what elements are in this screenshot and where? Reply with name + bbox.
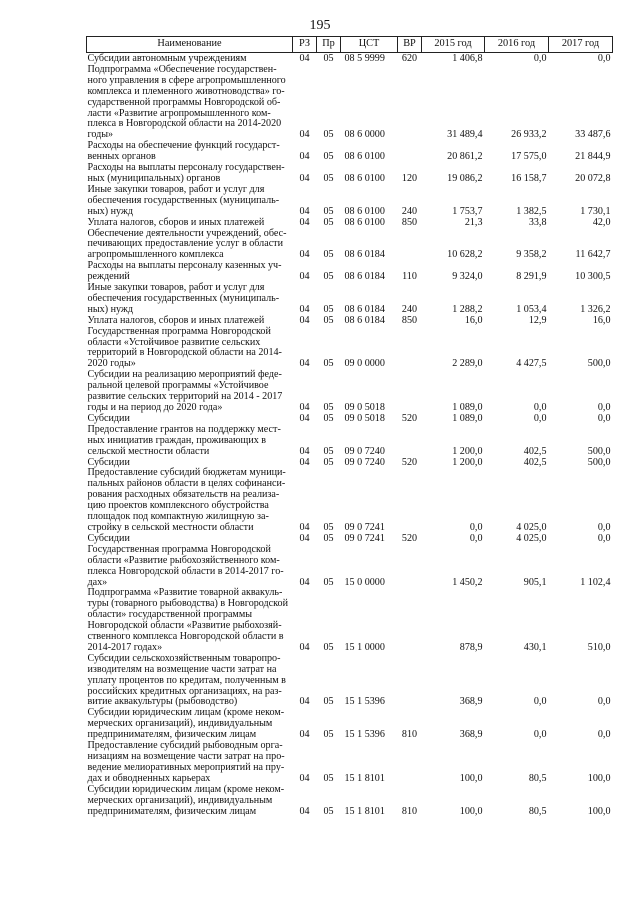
- row-vr-cell: 810: [401, 729, 418, 741]
- row-rz-cell: 04: [299, 216, 310, 228]
- row-cst-cell: 08 6 0184: [344, 249, 385, 261]
- row-2015-cell: 9 324,0: [452, 271, 483, 283]
- row-name-cell: Иные закупки товаров, работ и услуг для обеспечения государственных (муниципальных) нужд: [87, 183, 280, 217]
- row-pr-cell: 05: [323, 358, 334, 370]
- row-pr-cell: 05: [323, 129, 334, 141]
- row-rz-cell: 04: [299, 456, 310, 468]
- row-pr-cell: 05: [323, 172, 334, 184]
- row-pr-cell: 05: [323, 772, 334, 784]
- row-name-cell: Субсидии: [87, 456, 130, 468]
- row-2017-cell: 500,0: [587, 456, 611, 468]
- row-vr-cell: [398, 327, 422, 371]
- budget-table: [86, 36, 613, 817]
- row-rz-cell: 04: [299, 696, 310, 708]
- header-2015: 2015 год: [422, 37, 485, 53]
- table-row: [87, 261, 613, 283]
- row-rz-cell: 04: [299, 729, 310, 741]
- row-vr-cell: [398, 141, 422, 163]
- table-row: [87, 185, 613, 218]
- row-2015-cell: 1 200,0: [452, 456, 483, 468]
- row-rz-cell: 04: [299, 129, 310, 141]
- row-2016-cell: 1 053,4: [516, 303, 547, 315]
- row-rz-cell: 04: [299, 151, 310, 163]
- table-row: [87, 468, 613, 533]
- row-2017-cell: 21 844,9: [575, 151, 611, 163]
- table-row: [87, 141, 613, 163]
- row-name-cell: Предоставление субсидий рыбоводным организациям на возмещение части затрат на проведение мелиоративных мероприятий на прудах и обводненных карьерах: [87, 740, 285, 784]
- row-2015-cell: 1 753,7: [452, 205, 483, 217]
- row-2016-cell: 0,0: [533, 729, 547, 741]
- row-cst-cell: 09 0 7241: [344, 521, 385, 533]
- row-vr-cell: 520: [401, 532, 418, 544]
- table-body: [87, 53, 613, 818]
- row-rz-cell: 04: [299, 303, 310, 315]
- row-rz-cell: 04: [299, 172, 310, 184]
- row-2015-cell: 0,0: [469, 532, 483, 544]
- row-2016-cell: 33,8: [528, 216, 547, 228]
- row-2017-cell: 0,0: [597, 402, 611, 413]
- row-2016-cell: 0,0: [533, 696, 547, 708]
- row-2015-cell: 100,0: [459, 772, 483, 784]
- row-cst-cell: 08 6 0184: [344, 303, 385, 315]
- row-2015-cell: 1 089,0: [452, 412, 483, 424]
- row-vr-cell: [398, 229, 422, 262]
- row-cst-cell: 08 5 9999: [344, 53, 385, 64]
- row-cst-cell: 09 0 7240: [344, 456, 385, 468]
- row-vr-cell: 240: [401, 303, 418, 315]
- row-pr-cell: 05: [323, 151, 334, 163]
- row-rz-cell: 04: [299, 576, 310, 588]
- row-vr-cell: 850: [401, 314, 418, 326]
- row-vr-cell: 120: [401, 172, 418, 184]
- header-rz: РЗ: [293, 37, 317, 53]
- row-cst-cell: 08 6 0100: [344, 205, 385, 217]
- row-pr-cell: 05: [323, 205, 334, 217]
- header-pr: Пр: [317, 37, 341, 53]
- row-pr-cell: 05: [323, 805, 334, 817]
- row-2017-cell: 42,0: [592, 216, 611, 228]
- row-2016-cell: 4 427,5: [516, 358, 547, 370]
- row-2016-cell: 8 291,9: [516, 271, 547, 283]
- row-name-cell: Расходы на выплаты персоналу казенных учреждений: [87, 260, 282, 283]
- header-2016: 2016 год: [485, 37, 549, 53]
- row-pr-cell: 05: [323, 532, 334, 544]
- row-name-cell: Предоставление грантов на поддержку местных инициатив граждан, проживающих в сельской местности области: [87, 423, 281, 457]
- row-vr-cell: [398, 468, 422, 533]
- row-vr-cell: [398, 588, 422, 653]
- row-2015-cell: 16,0: [464, 314, 483, 326]
- row-name-cell: Уплата налогов, сборов и иных платежей: [87, 216, 265, 228]
- row-pr-cell: 05: [323, 271, 334, 283]
- row-2015-cell: 368,9: [459, 729, 483, 741]
- row-2015-cell: 10 628,2: [447, 249, 483, 261]
- row-pr-cell: 05: [323, 216, 334, 228]
- row-2017-cell: 510,0: [587, 641, 611, 653]
- row-pr-cell: 05: [323, 696, 334, 708]
- row-vr-cell: [398, 425, 422, 458]
- row-cst-cell: 15 1 8101: [344, 772, 385, 784]
- row-2017-cell: 11 642,7: [575, 249, 611, 261]
- table-row: [87, 163, 613, 185]
- row-pr-cell: 05: [323, 53, 334, 64]
- table-row: [87, 741, 613, 785]
- row-2016-cell: 1 382,5: [516, 205, 547, 217]
- table-header-row: [87, 37, 613, 53]
- row-cst-cell: 08 6 0100: [344, 151, 385, 163]
- row-2017-cell: 0,0: [597, 53, 611, 64]
- row-2015-cell: 2 289,0: [452, 358, 483, 370]
- row-name-cell: Субсидии: [87, 412, 130, 424]
- row-vr-cell: 110: [402, 271, 417, 283]
- row-pr-cell: 05: [323, 445, 334, 457]
- row-2017-cell: 0,0: [597, 729, 611, 741]
- header-name: Наименование: [87, 37, 293, 53]
- row-cst-cell: 08 6 0100: [344, 172, 385, 184]
- row-rz-cell: 04: [299, 412, 310, 424]
- row-2016-cell: 0,0: [533, 402, 547, 413]
- row-rz-cell: 04: [299, 532, 310, 544]
- row-2015-cell: 100,0: [459, 805, 483, 817]
- row-2016-cell: 80,5: [528, 805, 547, 817]
- row-rz-cell: 04: [299, 521, 310, 533]
- row-name-cell: Обеспечение деятельности учреждений, обеспечивающих предоставление услуг в области агропромышленного комплекса: [87, 227, 287, 261]
- row-pr-cell: 05: [323, 412, 334, 424]
- row-rz-cell: 04: [299, 358, 310, 370]
- row-2015-cell: 21,3: [464, 216, 483, 228]
- row-2015-cell: 368,9: [459, 696, 483, 708]
- row-2017-cell: 0,0: [597, 521, 611, 533]
- row-rz-cell: 04: [299, 53, 310, 64]
- row-2016-cell: 402,5: [523, 456, 547, 468]
- row-2015-cell: 19 086,2: [447, 172, 483, 184]
- row-cst-cell: 09 0 7240: [344, 445, 385, 457]
- row-name-cell: Субсидии сельскохозяйственным товаропроизводителям на возмещение части затрат на уплату процентов по кредитам, полученным в российских кредитных организациях, на развитие аквакультуры (рыбоводство): [87, 652, 286, 708]
- row-cst-cell: 08 6 0000: [344, 129, 385, 141]
- row-2015-cell: 1 450,2: [452, 576, 483, 588]
- row-2017-cell: 100,0: [587, 772, 611, 784]
- row-2017-cell: 20 072,8: [575, 172, 611, 184]
- row-vr-cell: [398, 370, 422, 414]
- row-2017-cell: 500,0: [587, 358, 611, 370]
- table-row: [87, 588, 613, 653]
- row-2016-cell: 0,0: [533, 412, 547, 424]
- row-2017-cell: 1 102,4: [580, 576, 611, 588]
- row-vr-cell: 520: [401, 456, 418, 468]
- table-row: [87, 229, 613, 262]
- row-cst-cell: 08 6 0184: [344, 314, 385, 326]
- row-rz-cell: 04: [299, 271, 310, 283]
- row-2017-cell: 10 300,5: [575, 271, 611, 283]
- table-row: [87, 65, 613, 141]
- row-name-cell: Иные закупки товаров, работ и услуг для обеспечения государственных (муниципальных) нужд: [87, 282, 280, 315]
- row-name-cell: Расходы на обеспечение функций государственных органов: [87, 140, 280, 163]
- row-2017-cell: 0,0: [597, 532, 611, 544]
- row-vr-cell: 810: [401, 805, 418, 817]
- row-2015-cell: 1 288,2: [452, 303, 483, 315]
- row-vr-cell: 240: [401, 205, 418, 217]
- table-row: [87, 370, 613, 414]
- row-rz-cell: 04: [299, 805, 310, 817]
- row-2017-cell: 1 730,1: [580, 205, 611, 217]
- row-name-cell: Государственная программа Новгородской области «Устойчивое развитие сельских территорий в Новгородской области на 2014-2020 годы»: [87, 325, 282, 370]
- row-2016-cell: 9 358,2: [516, 249, 547, 261]
- row-cst-cell: 15 1 5396: [344, 696, 385, 708]
- row-2015-cell: 31 489,4: [447, 129, 483, 141]
- row-2016-cell: 402,5: [523, 445, 547, 457]
- row-2017-cell: 16,0: [592, 314, 611, 326]
- row-name-cell: Субсидии на реализацию мероприятий федеральной целевой программы «Устойчивое развитие сельских территорий на 2014 - 2017 годы и на период до 2020 года»: [87, 369, 283, 413]
- header-2017: 2017 год: [549, 37, 613, 53]
- row-pr-cell: 05: [323, 314, 334, 326]
- row-2017-cell: 0,0: [597, 412, 611, 424]
- row-pr-cell: 05: [323, 456, 334, 468]
- row-name-cell: Подпрограмма «Обеспечение государственного управления в сфере агропромышленного комплекса и племенного животноводства» государственной программы Новгородской области «Развитие агропромышленного комплекса в Новгородской области на 2014-2020 годы»: [87, 63, 286, 141]
- row-cst-cell: 09 0 0000: [344, 358, 385, 370]
- row-2016-cell: 4 025,0: [516, 521, 547, 533]
- row-2016-cell: 4 025,0: [516, 532, 547, 544]
- row-cst-cell: 15 1 8101: [344, 805, 385, 817]
- row-name-cell: Уплата налогов, сборов и иных платежей: [87, 314, 265, 326]
- table-row: [87, 218, 613, 229]
- table-row: [87, 654, 613, 709]
- row-cst-cell: 09 0 7241: [344, 532, 385, 544]
- table-row: [87, 785, 613, 818]
- row-2016-cell: 430,1: [523, 641, 547, 653]
- row-rz-cell: 04: [299, 249, 310, 261]
- row-rz-cell: 04: [299, 445, 310, 457]
- row-pr-cell: 05: [323, 641, 334, 653]
- row-cst-cell: 15 1 5396: [344, 729, 385, 741]
- row-2015-cell: 1 200,0: [452, 445, 483, 457]
- row-name-cell: Субсидии юридическим лицам (кроме некоммерческих организаций), индивидуальным предпринимателям, физическим лицам: [87, 783, 285, 817]
- row-vr-cell: 520: [401, 412, 418, 424]
- row-vr-cell: [398, 65, 422, 141]
- row-2015-cell: 20 861,2: [447, 151, 483, 163]
- table-row: [87, 283, 613, 316]
- row-2015-cell: 878,9: [459, 641, 483, 653]
- row-pr-cell: 05: [323, 303, 334, 315]
- row-name-cell: Субсидии автономным учреждениям: [87, 53, 247, 64]
- row-2016-cell: 0,0: [533, 53, 547, 64]
- row-pr-cell: 05: [323, 576, 334, 588]
- row-2015-cell: 0,0: [469, 521, 483, 533]
- row-2016-cell: 16 158,7: [511, 172, 547, 184]
- row-cst-cell: 09 0 5018: [344, 412, 385, 424]
- row-2015-cell: 1 406,8: [452, 53, 483, 64]
- row-2016-cell: 905,1: [523, 576, 547, 588]
- row-pr-cell: 05: [323, 402, 334, 413]
- row-pr-cell: 05: [323, 729, 334, 741]
- table-row: [87, 545, 613, 589]
- row-cst-cell: 15 0 0000: [344, 576, 385, 588]
- row-name-cell: Государственная программа Новгородской области «Развитие рыбохозяйственного комплекса Новгородской области в 2014-2017 годах»: [87, 543, 284, 588]
- row-rz-cell: 04: [299, 772, 310, 784]
- row-pr-cell: 05: [323, 521, 334, 533]
- row-2017-cell: 100,0: [587, 805, 611, 817]
- table-row: [87, 425, 613, 458]
- row-name-cell: Подпрограмма «Развитие товарной аквакультуры (товарного рыбоводства) в Новгородской области» государственной программы Новгородской области «Развитие рыбохозяйственного комплекса Новгородской области в 2014-2017 годах»: [87, 587, 289, 653]
- row-cst-cell: 09 0 5018: [344, 402, 385, 413]
- row-cst-cell: 15 1 0000: [344, 641, 385, 653]
- row-2016-cell: 17 575,0: [511, 151, 547, 163]
- row-vr-cell: 620: [401, 53, 418, 64]
- row-cst-cell: 08 6 0184: [344, 271, 385, 283]
- row-2017-cell: 0,0: [597, 696, 611, 708]
- row-vr-cell: 850: [401, 216, 418, 228]
- row-rz-cell: 04: [299, 205, 310, 217]
- row-2016-cell: 12,9: [528, 314, 547, 326]
- table-row: [87, 327, 613, 371]
- row-name-cell: Предоставление субсидий бюджетам муниципальных районов области в целях софинансирования расходных обязательств на реализацию проектов комплексного обустройства площадок под компактную жилищную застройку в сельской местности области: [87, 467, 286, 533]
- row-name-cell: Расходы на выплаты персоналу государственных (муниципальных) органов: [87, 162, 285, 184]
- page-number: 195: [309, 18, 331, 33]
- row-name-cell: Субсидии: [87, 532, 130, 544]
- row-vr-cell: [398, 654, 422, 709]
- row-cst-cell: 08 6 0100: [344, 216, 385, 228]
- row-rz-cell: 04: [299, 641, 310, 653]
- row-rz-cell: 04: [299, 314, 310, 326]
- row-2016-cell: 80,5: [528, 772, 547, 784]
- header-cst: ЦСТ: [341, 37, 398, 53]
- row-2017-cell: 33 487,6: [575, 129, 611, 141]
- row-rz-cell: 04: [299, 402, 310, 413]
- row-2016-cell: 26 933,2: [511, 129, 547, 141]
- header-vr: ВР: [398, 37, 422, 53]
- row-2017-cell: 500,0: [587, 445, 611, 457]
- row-2017-cell: 1 326,2: [580, 303, 611, 315]
- table-row: [87, 708, 613, 741]
- row-2015-cell: 1 089,0: [452, 402, 483, 413]
- row-vr-cell: [398, 545, 422, 589]
- row-name-cell: Субсидии юридическим лицам (кроме некоммерческих организаций), индивидуальным предпринимателям, физическим лицам: [87, 707, 285, 741]
- row-vr-cell: [398, 741, 422, 785]
- row-pr-cell: 05: [323, 249, 334, 261]
